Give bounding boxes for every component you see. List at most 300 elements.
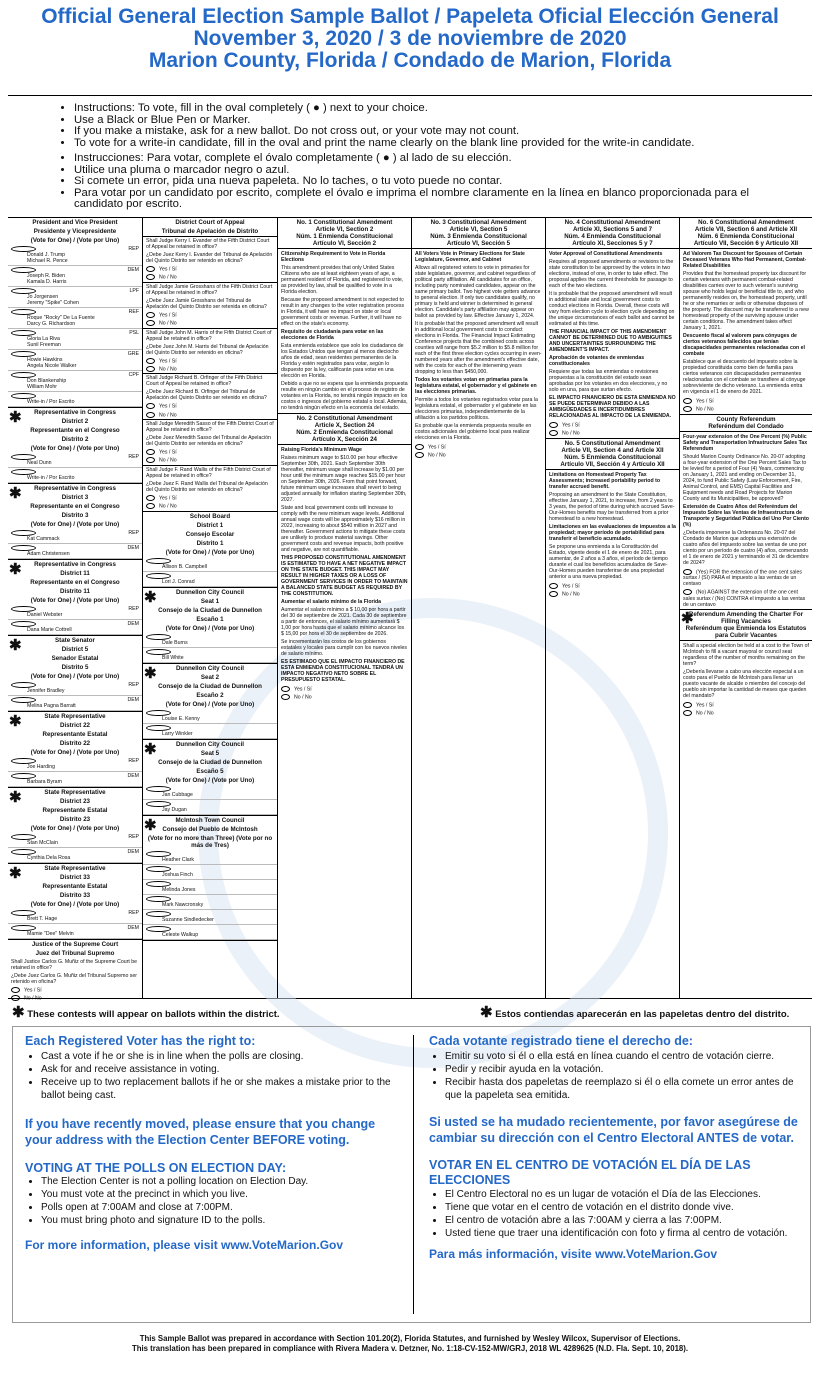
no-choice[interactable] bbox=[680, 405, 812, 413]
party: DEM bbox=[127, 267, 139, 273]
amendment-title: No. 6 Constitutional Amendment bbox=[698, 219, 794, 226]
district-star-icon: ✱ bbox=[9, 561, 22, 578]
candidate-row[interactable] bbox=[143, 880, 277, 895]
instruction-item: • Use a Black or Blue Pen or Marker. bbox=[74, 115, 694, 127]
district-star-icon: ✱ bbox=[9, 637, 22, 654]
choice-label: Yes / Sí bbox=[159, 449, 177, 456]
candidate-name bbox=[146, 710, 274, 722]
vote-oval[interactable] bbox=[683, 710, 692, 716]
question: ¿Debe Juez Carlos G. Muñiz del Tribunal Supremo ser retenido en oficina? bbox=[11, 973, 137, 985]
yes-choice[interactable] bbox=[680, 568, 812, 588]
candidate-row[interactable] bbox=[8, 833, 142, 848]
candidate-row[interactable] bbox=[8, 544, 142, 559]
candidate-name bbox=[11, 530, 128, 542]
column-amendment-6-referenda bbox=[680, 218, 812, 998]
paragraph: Es probable que la enmienda propuesta resulte en costos adicionales del gobierno local para realizar elecciones en la Florida. bbox=[415, 423, 532, 441]
race-title: Distrito 33 bbox=[59, 892, 91, 899]
instruction-item: • Utilice una pluma o marcador negro o azul. bbox=[74, 165, 800, 177]
no-choice[interactable] bbox=[143, 365, 277, 373]
amendment-title: Artículo VII, Sección 4 y Artículo XII bbox=[560, 460, 665, 468]
candidate-row[interactable] bbox=[8, 605, 142, 620]
amendment-a6 bbox=[680, 218, 812, 415]
vote-oval[interactable] bbox=[281, 686, 290, 692]
race-title: President and Vice President bbox=[32, 219, 118, 226]
yes-choice[interactable] bbox=[143, 402, 277, 410]
race-title: Dunnellon City Council bbox=[175, 664, 245, 672]
paragraph: This amendment provides that only United States Citizens who are at least eighteen years of age, a permanent resident of Florida, and registered to vote, as provided by law, shall be qualified to vote in a Florida election. bbox=[281, 265, 404, 295]
candidate-label: Dale Burns bbox=[162, 639, 188, 646]
vote-oval[interactable] bbox=[146, 312, 155, 318]
amendment-title: No. 4 Constitutional Amendment bbox=[564, 219, 661, 226]
district-star-icon: ✱ bbox=[144, 740, 157, 758]
candidate-row[interactable] bbox=[143, 850, 277, 865]
choice-label: No / No bbox=[428, 452, 446, 459]
candidate-row[interactable] bbox=[8, 909, 142, 924]
race-title: Distrito 5 bbox=[61, 664, 89, 671]
no-choice[interactable] bbox=[278, 693, 411, 701]
race-title: Tribunal de Apelación de Distrito bbox=[161, 228, 259, 235]
paragraph: ¿Debería llevarse a cabo una elección especial a un costo para el Pueblo de McIntosh para llenar un puesto vacante de alcalde o miembro del concejo del pueblo sin importar la cantidad de meses que queden del mandato? bbox=[683, 668, 807, 699]
candidate-row[interactable] bbox=[8, 266, 142, 287]
yes-choice[interactable] bbox=[143, 311, 277, 319]
candidate-row[interactable] bbox=[8, 681, 142, 696]
vote-oval[interactable] bbox=[683, 702, 692, 708]
amendment-header bbox=[278, 218, 411, 249]
choice-label: No / No bbox=[294, 694, 312, 701]
candidate-label: Celeste Walkup bbox=[162, 931, 199, 938]
amendment-title: Article VII, Section 6 and Article XII bbox=[694, 226, 798, 233]
candidate-row[interactable] bbox=[143, 633, 277, 648]
paragraph: THIS PROPOSED CONSTITUTIONAL AMENDMENT IS ESTIMATED TO HAVE A NET NEGATIVE IMPACT ON THE STATE BUDGET. THIS IMPACT MAY RESULT IN HIGHER TAXES OR A LOSS OF GOVERNMENT SERVICES IN ORDER TO MAINTAIN A BALANCED STATE BUDGET AS REQUIRED BY THE CONSTITUTION. bbox=[281, 555, 408, 597]
race bbox=[8, 788, 142, 864]
vote-oval[interactable] bbox=[683, 589, 692, 595]
choice-label: Yes / Sí bbox=[159, 266, 177, 273]
race-local bbox=[143, 740, 277, 816]
candidate-label: Cynthia Dela Rosa bbox=[27, 855, 71, 861]
race-title: Representante en el Congreso bbox=[30, 503, 120, 510]
no-choice[interactable] bbox=[143, 273, 277, 281]
divider bbox=[413, 1035, 414, 1314]
more-info-link[interactable]: Para más información, visite www.VoteMarion.Gov bbox=[429, 1247, 718, 1261]
candidate-row[interactable] bbox=[8, 371, 142, 392]
amendment-title: Núm. 6 Enmienda Constitucional bbox=[697, 233, 795, 240]
candidate-label: Jay Dugan bbox=[162, 806, 187, 813]
candidate-row[interactable] bbox=[8, 772, 142, 787]
paragraph: THE FINANCIAL IMPACT OF THIS AMENDMENT CANNOT BE DETERMINED DUE TO AMBIGUITIES AND UNCERTAINTIES SURROUNDING THE AMENDMENT'S IMPACT. bbox=[549, 329, 672, 353]
vote-oval[interactable] bbox=[415, 444, 424, 450]
race-court-appeal bbox=[143, 218, 277, 237]
instruction-item: • Instrucciones: Para votar, complete el óvalo completamente ( ● ) al lado de su elección. bbox=[74, 153, 800, 165]
no-choice[interactable] bbox=[8, 994, 142, 1002]
amendment-header bbox=[278, 414, 411, 445]
party: REP bbox=[128, 758, 139, 764]
race-local bbox=[143, 664, 277, 740]
running-mate: Angela Nicole Walker bbox=[27, 363, 77, 369]
vote-oval[interactable] bbox=[146, 358, 155, 364]
race-title: District 22 bbox=[60, 722, 90, 729]
no-choice[interactable] bbox=[143, 502, 277, 510]
county-referendum bbox=[680, 415, 812, 610]
party: REP bbox=[128, 454, 139, 460]
candidate-name bbox=[11, 545, 127, 557]
party: REP bbox=[128, 682, 139, 688]
race-title: Presidente y Vicepresidente bbox=[33, 228, 117, 235]
race-title: Representante Estatal bbox=[42, 731, 108, 738]
paragraph: It is probable that the proposed amendment will result in additional local government costs to conduct elections in Florida. The Financial Impact Estimating Conference projects that the combined costs across counties will range from $5.2 million to $5.8 million for each of the first three election cycles occurring in even-numbered years after the amendment's effective date, with the costs for each of the intervening years dropping to less than $450,000. bbox=[415, 321, 542, 375]
footer bbox=[0, 1334, 820, 1354]
rights-item: • Cast a vote if he or she is in line when the polls are closing. bbox=[41, 1050, 405, 1063]
candidate-name bbox=[11, 606, 128, 618]
race-local bbox=[143, 512, 277, 588]
candidate-name bbox=[11, 288, 129, 306]
yes-choice[interactable] bbox=[143, 357, 277, 365]
rights-item: • Pedir y recibir ayuda en la votación. bbox=[445, 1063, 799, 1076]
candidate-label: Write-in / Por Escrito bbox=[27, 399, 75, 405]
candidate-row[interactable] bbox=[143, 557, 277, 572]
paragraph: Permite a todos los votantes registrados votar para la legislatura estatal, el gobernador y el gabinete en las elecciones primarias, independientemente de la afiliación a los partidos políticos. bbox=[415, 397, 538, 421]
no-choice[interactable] bbox=[143, 456, 277, 464]
yes-choice[interactable] bbox=[546, 582, 679, 590]
vote-oval[interactable] bbox=[146, 266, 155, 272]
vote-oval[interactable] bbox=[549, 591, 558, 597]
race-title: Representante Estatal bbox=[42, 807, 108, 814]
instructions-es bbox=[60, 153, 800, 211]
column-amendments-1-2 bbox=[278, 218, 412, 998]
footer-line: This Sample Ballot was prepared in accordance with Section 101.20(2), Florida Statutes, and furnished by Wesley Wilcox, Supervisor of Elections. bbox=[139, 1334, 681, 1343]
paragraph: Aprobación de votantes de enmiendas constitucionales bbox=[549, 355, 645, 367]
vote-oval[interactable] bbox=[549, 430, 558, 436]
running-mate: Darcy G. Richardson bbox=[27, 321, 76, 327]
more-info-link[interactable]: For more information, please visit www.VoteMarion.Gov bbox=[25, 1238, 344, 1252]
race-title: Distrito 11 bbox=[60, 588, 90, 595]
polls-item: • You must vote at the precinct in which you live. bbox=[41, 1188, 405, 1201]
amendment-title: Article VI, Section 5 bbox=[449, 226, 508, 233]
vote-oval[interactable] bbox=[683, 398, 692, 404]
ballot-header bbox=[0, 6, 820, 72]
vote-oval[interactable] bbox=[683, 569, 692, 575]
question: Shall Judge Richard B. Orfinger of the Fifth District Court of Appeal be retained in office? bbox=[146, 375, 263, 388]
vote-oval[interactable] bbox=[146, 449, 155, 455]
amendment-header bbox=[680, 610, 812, 641]
race bbox=[8, 408, 142, 484]
choice-label: No / No bbox=[562, 430, 580, 437]
candidate-name bbox=[11, 621, 127, 633]
candidate-row[interactable] bbox=[143, 865, 277, 880]
amendment-title: Referendum Amending the Charter For Filling Vacancies bbox=[688, 610, 804, 625]
candidate-label: Adam Christensen bbox=[27, 551, 70, 557]
running-mate: William Mohr bbox=[27, 384, 57, 390]
instruction-item: • Para votar por un candidato por escrito, complete el óvalo e imprima el nombre claramente en la línea en blanco proporcionada para el candidato por escrito. bbox=[74, 188, 800, 211]
column-amendment-3 bbox=[412, 218, 546, 998]
district-star-icon: ✱ bbox=[144, 816, 157, 834]
race-title: Distrito 2 bbox=[61, 436, 89, 443]
candidate-row[interactable] bbox=[143, 910, 277, 925]
question: Shall Judge F. Rand Wallis of the Fifth District Court of Appeal be retained in office? bbox=[146, 466, 271, 479]
choice-label: (Yes) FOR the extension of the one cent sales surtax / (Sí) PARA el impuesto a las ventas de un centavo bbox=[683, 569, 802, 588]
candidate-name bbox=[11, 469, 139, 481]
footer-line: This translation has been prepared in compliance with Rivera Madera v. Detzner, No. 1:18-CV-152-MW/GRJ, 2018 WL 4289625 (N.D. Fla. Sept. 10, 2018). bbox=[131, 1344, 689, 1353]
amendment-a5 bbox=[546, 439, 679, 599]
race-title: (Vote for One) / (Vote por Uno) bbox=[30, 749, 120, 756]
candidate-row[interactable] bbox=[143, 709, 277, 724]
candidate-row[interactable] bbox=[143, 800, 277, 815]
party: REP bbox=[128, 606, 139, 612]
candidate-row[interactable] bbox=[8, 350, 142, 371]
district-note-es: ✱ Estos contiendas aparecerán en las papeletas dentro del distrito. bbox=[480, 1004, 790, 1021]
race-title: (Vote for One) / (Vote por Uno) bbox=[30, 521, 120, 528]
race-title: District 23 bbox=[60, 798, 90, 805]
race-title: Seat 1 bbox=[200, 597, 220, 605]
race-title: (Vote for no more than Three) (Vote por no más de Tres) bbox=[147, 834, 273, 849]
running-mate: Kamala D. Harris bbox=[27, 279, 67, 285]
yes-choice[interactable] bbox=[680, 397, 812, 405]
candidate-label: Bill White bbox=[162, 654, 184, 661]
question: ¿Debe Juez Kerry I. Evander del Tribunal de Apelación del Quinto Distrito ser retenido en oficina? bbox=[146, 252, 273, 264]
no-choice[interactable] bbox=[546, 429, 679, 437]
no-choice[interactable] bbox=[143, 319, 277, 327]
yes-choice[interactable] bbox=[143, 494, 277, 502]
candidate-row[interactable] bbox=[8, 392, 142, 407]
paragraph: Aumentar el salario mínimo de la Florida bbox=[281, 599, 382, 605]
candidate-row[interactable] bbox=[143, 785, 277, 800]
choice-label: No / No bbox=[696, 710, 714, 717]
race-title: Escaño 5 bbox=[196, 767, 224, 775]
amendment-header bbox=[546, 218, 679, 249]
race-title: Senador Estatal bbox=[51, 655, 99, 662]
polls-item: • El Centro Electoral no es un lugar de votación el Día de las Elecciones. bbox=[445, 1188, 799, 1201]
note-text: Estos contiendas aparecerán en las papeletas dentro del distrito. bbox=[495, 1009, 790, 1020]
candidate-row[interactable] bbox=[143, 925, 277, 940]
rights-item: • Receive up to two replacement ballots if he or she makes a mistake prior to the ballot being cast. bbox=[41, 1076, 405, 1102]
column-amendments-4-5 bbox=[546, 218, 680, 998]
candidate-row[interactable] bbox=[8, 468, 142, 483]
vote-oval[interactable] bbox=[146, 366, 155, 372]
party: REP bbox=[128, 246, 139, 252]
race-title: Dunnellon City Council bbox=[175, 588, 245, 596]
paragraph: Requires all proposed amendments or revisions to the state constitution to be approved by the voters in two elections, instead of one, in order to take effect. The proposal applies the current thresholds for passage to each of the two elections. bbox=[549, 259, 674, 289]
race-title: State Representative bbox=[44, 789, 106, 796]
candidate-row[interactable] bbox=[8, 453, 142, 468]
vote-oval[interactable] bbox=[549, 422, 558, 428]
yes-choice[interactable] bbox=[412, 443, 545, 451]
race-title: (Vote for One) / (Vote por Uno) bbox=[30, 237, 120, 244]
amendment-title: Núm. 3 Enmienda Constitucional bbox=[430, 233, 527, 240]
paragraph: Ad Valorem Tax Discount for Spouses of Certain Deceased Veterans Who Had Permanent, Combat-Related Disabilities bbox=[683, 251, 807, 269]
choice-label: No / No bbox=[159, 274, 177, 281]
amendment-title: Article XI, Sections 5 and 7 bbox=[572, 226, 653, 233]
candidate-row[interactable] bbox=[8, 620, 142, 635]
paragraph: Debido a que no se espera que la enmienda propuesta resulte en ningún cambio en el proceso de registro de votantes en la Florida, no tendrá ningún impacto en los costos o ingresos del gobierno estatal o local. Además, no tendrá ningún efecto en la economía del estado. bbox=[281, 381, 408, 411]
candidate-row[interactable] bbox=[143, 724, 277, 739]
party: DEM bbox=[127, 925, 139, 931]
district-star-icon: ✱ bbox=[9, 485, 22, 502]
choice-label: Yes / Sí bbox=[696, 398, 714, 405]
amendment-a1 bbox=[278, 218, 411, 414]
amendment-a2 bbox=[278, 414, 411, 702]
amendment-title: Referéndum del Condado bbox=[708, 422, 784, 430]
paragraph: Requiere que todas las enmiendas o revisiones propuestas a la constitución del estado sean aprobadas por los votantes en dos elecciones, y no solo en una, para que surtan efecto. bbox=[549, 369, 668, 393]
candidate-row[interactable] bbox=[8, 287, 142, 308]
race-local bbox=[143, 588, 277, 664]
candidate-label: Mamie "Dee" Melvin bbox=[27, 931, 74, 937]
no-choice[interactable] bbox=[680, 709, 812, 717]
race-title: Distrito 3 bbox=[61, 512, 89, 519]
candidate-label: Jo Jorgensen bbox=[27, 294, 59, 300]
paragraph: ES ESTIMADO QUE EL IMPACTO FINANCIERO DE ESTA ENMIENDA CONSTITUCIONAL TENDRÁ UN IMPACTO NEGATIVO NETO SOBRE EL PRESUPUESTO ESTATAL. bbox=[281, 659, 405, 683]
charter-referendum bbox=[680, 610, 812, 718]
voter-rights-box bbox=[12, 1026, 811, 1323]
candidate-row[interactable] bbox=[8, 757, 142, 772]
yes-choice[interactable] bbox=[8, 986, 142, 994]
race-title: District 33 bbox=[60, 874, 90, 881]
vote-oval[interactable] bbox=[683, 406, 692, 412]
race-title: (Vote for One) / (Vote por Uno) bbox=[165, 548, 255, 556]
yes-choice[interactable] bbox=[143, 265, 277, 273]
yes-choice[interactable] bbox=[278, 685, 411, 693]
divider bbox=[8, 95, 812, 96]
candidate-label: Larry Winkler bbox=[162, 730, 193, 737]
party: DEM bbox=[127, 621, 139, 627]
race-title: (Vote for One) / (Vote por Uno) bbox=[165, 700, 255, 708]
district-star-icon: ✱ bbox=[681, 609, 694, 627]
voter-rights-es bbox=[429, 1035, 799, 1261]
race-title: Consejo de la Ciudad de Dunnellon bbox=[158, 758, 262, 766]
yes-choice[interactable] bbox=[546, 421, 679, 429]
candidate-row[interactable] bbox=[8, 696, 142, 711]
paragraph: Voter Approval of Constitutional Amendments bbox=[549, 251, 663, 257]
candidate-row[interactable] bbox=[143, 572, 277, 587]
race bbox=[8, 864, 142, 940]
candidate-row[interactable] bbox=[143, 895, 277, 910]
candidate-row[interactable] bbox=[8, 245, 142, 266]
race-title: (Vote for One) / (Vote por Uno) bbox=[30, 825, 120, 832]
amendment-title: Artículo XI, Secciones 5 y 7 bbox=[572, 240, 653, 247]
race-title: School Board bbox=[189, 512, 231, 520]
race-local bbox=[143, 816, 277, 941]
paragraph: Raising Florida's Minimum Wage bbox=[281, 447, 362, 453]
race-title: District 5 bbox=[61, 646, 89, 653]
no-choice[interactable] bbox=[143, 411, 277, 419]
vote-oval[interactable] bbox=[146, 457, 155, 463]
vote-oval[interactable] bbox=[146, 503, 155, 509]
no-choice[interactable] bbox=[680, 588, 812, 608]
paragraph: It is probable that the proposed amendment will result in additional state and local government costs to conduct elections in Florida. Overall, these costs will vary from election cycle to election cycle depending on the unique circumstances of each ballot and cannot be estimated at this time. bbox=[549, 291, 675, 327]
vote-oval[interactable] bbox=[11, 995, 20, 1001]
vote-oval[interactable] bbox=[146, 403, 155, 409]
candidate-name bbox=[11, 351, 128, 369]
district-star-icon: ✱ bbox=[9, 865, 22, 882]
instructions-en bbox=[60, 103, 694, 149]
yes-choice[interactable] bbox=[680, 701, 812, 709]
candidate-row[interactable] bbox=[8, 529, 142, 544]
race-title: Seat 2 bbox=[200, 673, 220, 681]
candidate-name bbox=[11, 925, 127, 937]
judge-retention bbox=[143, 283, 277, 329]
amendment-title: No. 5 Constitutional Amendment bbox=[564, 439, 661, 447]
vote-oval[interactable] bbox=[549, 583, 558, 589]
candidate-row[interactable] bbox=[8, 308, 142, 329]
race bbox=[8, 560, 142, 636]
candidate-row[interactable] bbox=[8, 329, 142, 350]
candidate-label: Joshua Finch bbox=[162, 871, 193, 878]
party: DEM bbox=[127, 697, 139, 703]
paragraph: Requisito de ciudadanía para votar en las elecciones de Florida bbox=[281, 329, 384, 341]
candidate-row[interactable] bbox=[8, 848, 142, 863]
district-star-icon: ✱ bbox=[144, 664, 157, 682]
vote-oval[interactable] bbox=[146, 412, 155, 418]
candidate-label: Howie Hawkins bbox=[27, 357, 63, 363]
candidate-label: Lori J. Conrad bbox=[162, 578, 195, 585]
party: LPF bbox=[129, 288, 139, 294]
paragraph: Se propone una enmienda a la Constitución del Estado, vigente desde el 1 de enero de 2021, para aumentar, de 2 años a 3 años, el período de tiempo durante el cual los beneficios acumulados de Save-Our-Homes pueden transferirse de una propiedad anterior a una nueva propiedad. bbox=[549, 543, 668, 580]
no-choice[interactable] bbox=[412, 451, 545, 459]
race-title: State Representative bbox=[44, 713, 106, 720]
amendment-title: Article VII, Section 4 and Article XII bbox=[561, 446, 664, 454]
race bbox=[8, 712, 142, 788]
race-title: District 1 bbox=[196, 521, 224, 529]
vote-oval[interactable] bbox=[415, 452, 424, 458]
party: REP bbox=[128, 530, 139, 536]
paragraph: Extensión de Cuatro Años del Referéndum del Impuesto Sobre las Ventas de Infraestructura de Transporte y Seguridad Pública del Uno Por Ciento (%) bbox=[683, 503, 809, 528]
candidate-label: Don Blankenship bbox=[27, 378, 67, 384]
race-title: Representante en el Congreso bbox=[30, 579, 120, 586]
candidate-label: Joseph R. Biden bbox=[27, 273, 66, 279]
vote-oval[interactable] bbox=[146, 495, 155, 501]
paragraph: Raises minimum wage to $10.00 per hour effective September 30th, 2021. Each September 30th thereafter, minimum wage shall increase by $1.00 per hour until the minimum wage reaches $15.00 per hour on September 30th, 2026. From that point forward, future minimum wage increases shall revert to being adjusted annually for inflation starting September 30th, 2027. bbox=[281, 455, 407, 503]
candidate-row[interactable] bbox=[143, 648, 277, 663]
race-title: (Vote for One) / (Vote por Uno) bbox=[165, 624, 255, 632]
paragraph: Descuento fiscal al valorem para cónyuges de ciertos veteranos fallecidos que tenían discapacidades permanentes relacionadas con el combate bbox=[683, 333, 805, 357]
amendment-header bbox=[680, 415, 812, 432]
question: Shall Justice Carlos G. Muñiz of the Supreme Court be retained in office? bbox=[11, 959, 137, 971]
race-title: Consejo de la Ciudad de Dunnellon bbox=[158, 682, 262, 690]
paragraph: State and local government costs will increase to comply with the new minimum wage levels. Additional annual wage costs will be approximately $16 million in 2022, increasing to about $540 million in 2027 and thereafter. Government actions to mitigate these costs are unlikely to produce material savings. Other government costs and revenue impacts, both positive and negative, are not quantifiable. bbox=[281, 505, 406, 553]
party: REP bbox=[128, 834, 139, 840]
polls-item: • Polls open at 7:00AM and close at 7:00PM. bbox=[41, 1201, 405, 1214]
vote-oval[interactable] bbox=[146, 320, 155, 326]
race-title: Distrito 1 bbox=[196, 539, 224, 547]
question: ¿Debe Juez F. Rand Wallis del Tribunal de Apelación del Quinto Distrito ser retenido en oficina? bbox=[146, 480, 268, 493]
vote-oval[interactable] bbox=[146, 274, 155, 280]
candidate-name bbox=[11, 834, 128, 846]
yes-choice[interactable] bbox=[143, 448, 277, 456]
candidate-name bbox=[11, 849, 127, 861]
vote-oval[interactable] bbox=[11, 987, 20, 993]
amendment-title: Artículo X, Sección 24 bbox=[312, 436, 377, 443]
amendment-title: Artículo VI, Sección 5 bbox=[446, 240, 511, 247]
moved-notice: If you have recently moved, please ensure that you change your address with the Election Center BEFORE voting. bbox=[25, 1117, 376, 1147]
polls-title: VOTAR EN EL CENTRO DE VOTACIÓN EL DÍA DE LAS ELECCIONES bbox=[429, 1158, 751, 1187]
question: ¿Debe Juez Jamie Grosshans del Tribunal de Apelación del Quinto Distrito ser retenida en oficina? bbox=[146, 297, 267, 310]
choice-label: Yes / Sí bbox=[24, 987, 42, 994]
candidate-name bbox=[11, 697, 127, 709]
candidate-name bbox=[146, 881, 274, 893]
amendment-title: Núm. 1 Enmienda Constitucional bbox=[296, 233, 393, 240]
candidate-label: Jan Cubbage bbox=[162, 791, 193, 798]
race-title: Representative in Congress bbox=[34, 409, 116, 416]
candidate-label: Suzanne Sindledecker bbox=[162, 916, 214, 923]
amendment-title: County Referendum bbox=[716, 415, 776, 423]
choice-label: No / No bbox=[159, 503, 177, 510]
candidate-label: Allison B. Campbell bbox=[162, 563, 207, 570]
amendment-title: Artículo VI, Sección 2 bbox=[312, 240, 377, 247]
no-choice[interactable] bbox=[546, 590, 679, 598]
race-title: District 2 bbox=[61, 418, 89, 425]
amendment-title: Núm. 2 Enmienda Constitucional bbox=[296, 429, 393, 436]
vote-oval[interactable] bbox=[281, 694, 290, 700]
choice-label: Yes / Sí bbox=[294, 686, 312, 693]
candidate-row[interactable] bbox=[8, 924, 142, 939]
